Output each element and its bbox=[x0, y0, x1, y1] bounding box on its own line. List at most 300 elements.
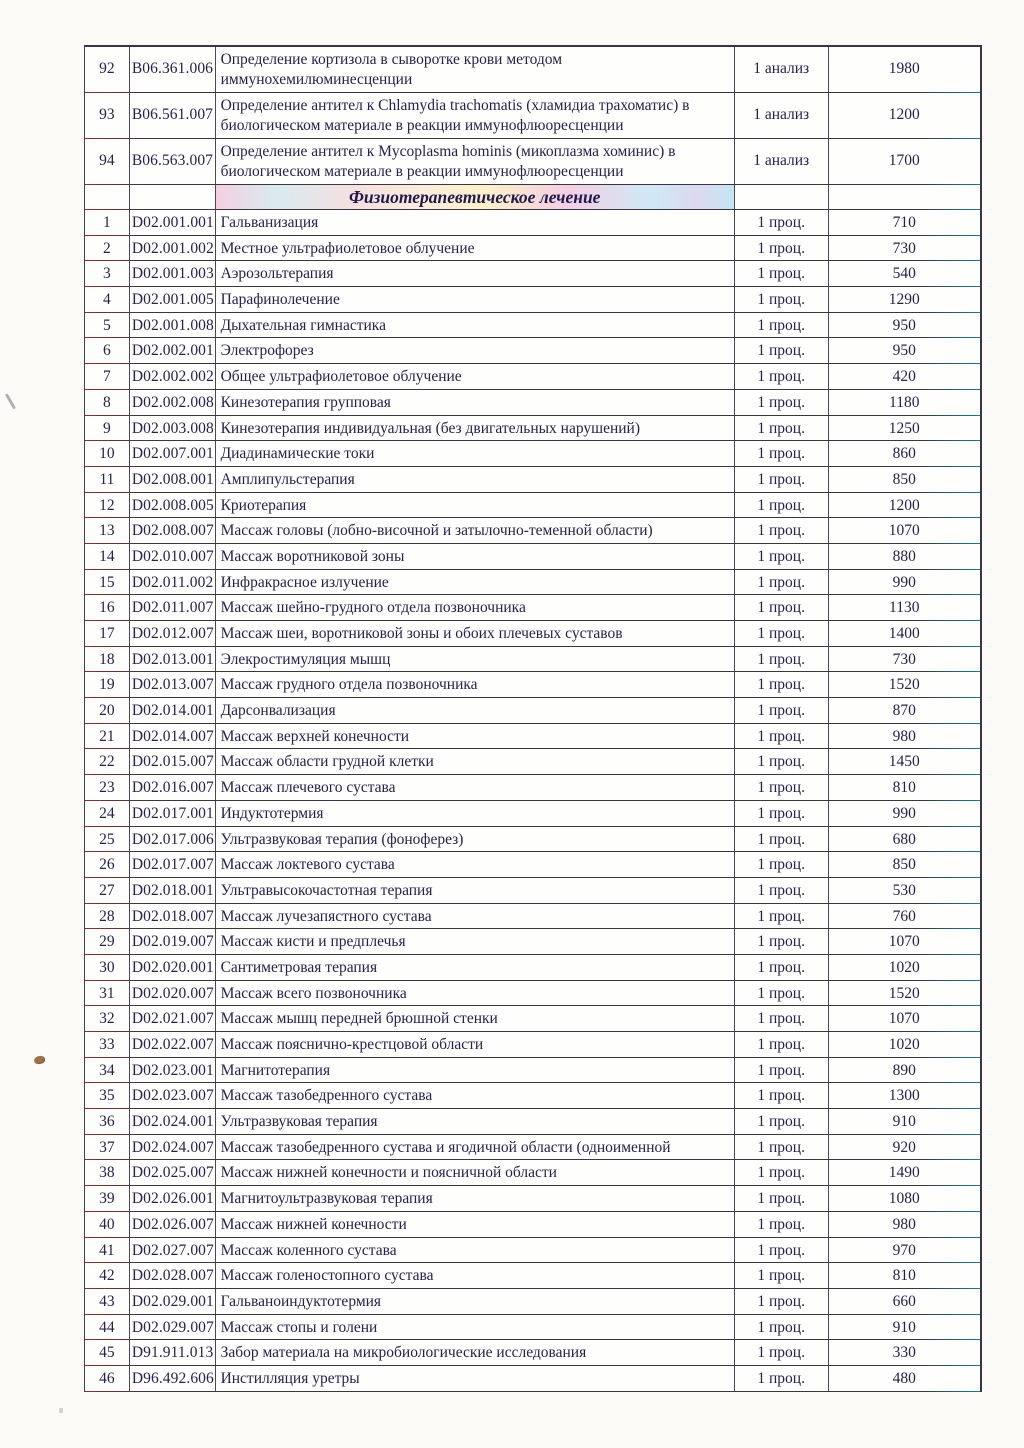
table-row bbox=[85, 1058, 980, 1084]
service-code-cell: D02.013.007 bbox=[129, 672, 215, 697]
unit-cell: 1 проц. bbox=[734, 493, 828, 518]
table-row bbox=[85, 1032, 980, 1058]
row-number-cell: 41 bbox=[99, 1241, 115, 1259]
service-code-cell: D02.001.005 bbox=[129, 287, 215, 312]
service-name-cell: Инстилляция уретры bbox=[215, 1366, 734, 1391]
price-cell: 730 bbox=[828, 236, 980, 261]
price-cell: 810 bbox=[828, 1263, 980, 1288]
unit-cell: 1 проц. bbox=[734, 313, 828, 338]
row-number-cell: 9 bbox=[103, 419, 111, 437]
row-number-cell: 22 bbox=[99, 753, 115, 771]
table-row bbox=[85, 595, 980, 621]
row-number-cell: 27 bbox=[99, 881, 115, 899]
row-number-cell: 40 bbox=[99, 1215, 115, 1233]
service-name-cell: Массаж лучезапястного сустава bbox=[215, 904, 734, 929]
service-code-cell: D02.026.001 bbox=[129, 1186, 215, 1211]
unit-cell: 1 проц. bbox=[734, 1032, 828, 1057]
service-name-cell: Массаж нижней конечности и поясничной области bbox=[215, 1160, 734, 1185]
service-name-cell: Массаж области грудной клетки bbox=[215, 749, 734, 774]
service-name-cell: Массаж стопы и голени bbox=[215, 1315, 734, 1340]
unit-cell: 1 проц. bbox=[734, 1058, 828, 1083]
table-row bbox=[85, 416, 980, 442]
service-code-cell: D02.008.007 bbox=[129, 518, 215, 543]
service-name-cell: Инфракрасное излучение bbox=[215, 570, 734, 595]
price-cell: 990 bbox=[828, 801, 980, 826]
unit-cell: 1 проц. bbox=[734, 852, 828, 877]
row-number-cell: 44 bbox=[99, 1318, 115, 1336]
row-number-cell: 5 bbox=[103, 316, 111, 334]
table-row bbox=[85, 801, 980, 827]
table-row bbox=[85, 672, 980, 698]
table-row bbox=[85, 93, 980, 139]
price-cell: 970 bbox=[828, 1238, 980, 1263]
service-code-cell: D02.022.007 bbox=[129, 1032, 215, 1057]
unit-cell: 1 проц. bbox=[734, 827, 828, 852]
service-name-cell: Забор материала на микробиологические исследования bbox=[215, 1340, 734, 1365]
service-code-cell: D02.025.007 bbox=[129, 1160, 215, 1185]
service-name-cell: Дыхательная гимнастика bbox=[215, 313, 734, 338]
service-code-cell: D02.028.007 bbox=[129, 1263, 215, 1288]
row-number-cell: 92 bbox=[99, 60, 115, 77]
service-name-cell: Кинезотерапия групповая bbox=[215, 390, 734, 415]
service-code-cell: D02.027.007 bbox=[129, 1238, 215, 1263]
row-number-cell: 46 bbox=[99, 1369, 115, 1387]
section-title-cell bbox=[215, 185, 734, 209]
price-cell: 1450 bbox=[828, 749, 980, 774]
unit-cell: 1 проц. bbox=[734, 1186, 828, 1211]
table-row bbox=[85, 1135, 980, 1161]
row-number-cell: 39 bbox=[99, 1190, 115, 1208]
table-row bbox=[85, 749, 980, 775]
service-code-cell: D02.024.007 bbox=[129, 1135, 215, 1160]
service-name-cell: Массаж тазобедренного сустава и ягодичной области (одноименной bbox=[215, 1135, 734, 1160]
unit-cell: 1 анализ bbox=[734, 93, 828, 138]
table-row bbox=[85, 313, 980, 339]
table-row bbox=[85, 775, 980, 801]
service-name-cell: Магнитоультразвуковая терапия bbox=[215, 1186, 734, 1211]
unit-cell: 1 проц. bbox=[734, 570, 828, 595]
row-number-cell: 25 bbox=[99, 830, 115, 848]
service-code-cell: D02.002.002 bbox=[129, 364, 215, 389]
unit-cell: 1 проц. bbox=[734, 1366, 828, 1391]
table-row bbox=[85, 955, 980, 981]
service-code-cell: D02.001.002 bbox=[129, 236, 215, 261]
table-row bbox=[85, 929, 980, 955]
table-row bbox=[85, 1160, 980, 1186]
service-name-cell: Кинезотерапия индивидуальная (без двигательных нарушений) bbox=[215, 416, 734, 441]
service-name-cell: Массаж верхней конечности bbox=[215, 724, 734, 749]
service-name-cell: Массаж голеностопного сустава bbox=[215, 1263, 734, 1288]
unit-cell: 1 анализ bbox=[734, 139, 828, 184]
service-name-cell: Массаж плечевого сустава bbox=[215, 775, 734, 800]
price-cell: 540 bbox=[828, 261, 980, 286]
row-number-cell: 33 bbox=[99, 1036, 115, 1053]
price-cell: 1250 bbox=[828, 416, 980, 441]
service-code-cell: B06.563.007 bbox=[129, 139, 215, 184]
price-cell: 480 bbox=[828, 1366, 980, 1391]
table-row bbox=[85, 47, 980, 93]
price-cell: 980 bbox=[828, 724, 980, 749]
table-row bbox=[85, 827, 980, 853]
table-row bbox=[85, 1315, 980, 1341]
service-name-cell: Массаж воротниковой зоны bbox=[215, 544, 734, 569]
row-number-cell: 31 bbox=[99, 984, 115, 1002]
table-row bbox=[85, 1366, 980, 1392]
service-code-cell: D02.017.007 bbox=[129, 852, 215, 877]
table-row bbox=[85, 852, 980, 878]
price-cell: 1520 bbox=[828, 672, 980, 697]
table-row bbox=[85, 236, 980, 262]
service-name-cell: Общее ультрафиолетовое облучение bbox=[215, 364, 734, 389]
unit-cell: 1 проц. bbox=[734, 416, 828, 441]
table-row bbox=[85, 390, 980, 416]
section-title: Физиотерапевтическое лечение bbox=[216, 185, 734, 209]
service-code-cell: D02.021.007 bbox=[129, 1006, 215, 1031]
row-number-cell: 21 bbox=[99, 727, 115, 745]
table-row bbox=[85, 1340, 980, 1366]
service-name-cell: Массаж локтевого сустава bbox=[215, 852, 734, 877]
service-name-cell: Определение антител к Mycoplasma hominis (микоплазма хоминис) в биологическом материале в реакции иммунофлюоресценции bbox=[215, 139, 734, 184]
service-code-cell: D02.016.007 bbox=[129, 775, 215, 800]
row-number-cell: 15 bbox=[99, 573, 115, 591]
service-code-cell: D02.010.007 bbox=[129, 544, 215, 569]
unit-cell: 1 проц. bbox=[734, 724, 828, 749]
unit-cell: 1 проц. bbox=[734, 1315, 828, 1340]
service-name-cell: Сантиметровая терапия bbox=[215, 955, 734, 980]
service-name-cell: Дарсонвализация bbox=[215, 698, 734, 723]
row-number-cell: 2 bbox=[103, 239, 111, 257]
table-row bbox=[85, 1186, 980, 1212]
price-cell: 1130 bbox=[828, 595, 980, 620]
table-row bbox=[85, 1238, 980, 1264]
price-cell: 1180 bbox=[828, 390, 980, 415]
unit-cell: 1 проц. bbox=[734, 698, 828, 723]
service-code-cell: D02.011.007 bbox=[129, 595, 215, 620]
unit-cell: 1 проц. bbox=[734, 287, 828, 312]
service-name-cell: Массаж грудного отдела позвоночника bbox=[215, 672, 734, 697]
row-number-cell: 6 bbox=[103, 342, 111, 360]
service-code-cell: D02.011.002 bbox=[129, 570, 215, 595]
row-number-cell: 3 bbox=[103, 265, 111, 283]
unit-cell: 1 проц. bbox=[734, 1289, 828, 1314]
unit-cell: 1 проц. bbox=[734, 338, 828, 363]
price-cell: 920 bbox=[828, 1135, 980, 1160]
service-code-cell: D02.023.001 bbox=[129, 1058, 215, 1083]
service-name-cell: Гальваноиндуктотермия bbox=[215, 1289, 734, 1314]
row-number-cell: 23 bbox=[99, 779, 115, 797]
unit-cell: 1 проц. bbox=[734, 955, 828, 980]
table-row bbox=[85, 441, 980, 467]
row-number-cell: 14 bbox=[99, 547, 115, 565]
price-cell: 660 bbox=[828, 1289, 980, 1314]
table-row bbox=[85, 1109, 980, 1135]
service-code-cell: D02.014.007 bbox=[129, 724, 215, 749]
price-cell: 1020 bbox=[828, 1032, 980, 1057]
table-row bbox=[85, 467, 980, 493]
price-cell: 850 bbox=[828, 467, 980, 492]
service-name-cell: Определение кортизола в сыворотке крови методом иммунохемилюминесценции bbox=[215, 47, 734, 92]
row-number-cell: 37 bbox=[99, 1138, 115, 1156]
price-cell: 710 bbox=[828, 210, 980, 235]
row-number-cell: 34 bbox=[99, 1061, 115, 1079]
table-row bbox=[85, 493, 980, 519]
service-code-cell: D02.015.007 bbox=[129, 749, 215, 774]
row-number-cell: 10 bbox=[99, 445, 115, 463]
price-cell: 760 bbox=[828, 904, 980, 929]
table-row bbox=[85, 621, 980, 647]
service-code-cell bbox=[129, 185, 215, 209]
service-code-cell: D02.002.008 bbox=[129, 390, 215, 415]
row-number-cell: 12 bbox=[99, 496, 115, 514]
unit-cell: 1 проц. bbox=[734, 1109, 828, 1134]
table-row bbox=[85, 1289, 980, 1315]
price-cell: 1980 bbox=[828, 47, 980, 92]
service-code-cell: D02.017.001 bbox=[129, 801, 215, 826]
service-code-cell: D02.023.007 bbox=[129, 1083, 215, 1108]
price-cell: 1520 bbox=[828, 981, 980, 1006]
price-cell: 890 bbox=[828, 1058, 980, 1083]
price-cell: 950 bbox=[828, 313, 980, 338]
unit-cell: 1 проц. bbox=[734, 621, 828, 646]
row-number-cell: 24 bbox=[99, 804, 115, 822]
row-number-cell: 36 bbox=[99, 1113, 115, 1131]
row-number-cell: 26 bbox=[99, 856, 115, 874]
table-row bbox=[85, 210, 980, 236]
service-code-cell: B06.561.007 bbox=[129, 93, 215, 138]
table-row bbox=[85, 139, 980, 185]
price-cell: 1070 bbox=[828, 518, 980, 543]
service-code-cell: D02.014.001 bbox=[129, 698, 215, 723]
unit-cell: 1 проц. bbox=[734, 441, 828, 466]
row-number-cell: 32 bbox=[99, 1010, 115, 1028]
row-number-cell bbox=[85, 185, 129, 209]
unit-cell: 1 проц. bbox=[734, 390, 828, 415]
service-code-cell: D02.001.003 bbox=[129, 261, 215, 286]
service-name-cell: Парафинолечение bbox=[215, 287, 734, 312]
price-cell: 980 bbox=[828, 1212, 980, 1237]
price-cell: 1290 bbox=[828, 287, 980, 312]
row-number-cell: 11 bbox=[99, 470, 115, 488]
service-name-cell: Определение антител к Chlamydia trachomatis (хламидиа трахоматис) в биологическом материале в реакции иммунофлюоресценции bbox=[215, 93, 734, 138]
table-row bbox=[85, 185, 980, 210]
service-name-cell: Массаж кисти и предплечья bbox=[215, 929, 734, 954]
service-code-cell: D02.003.008 bbox=[129, 416, 215, 441]
row-number-cell: 16 bbox=[99, 599, 115, 617]
unit-cell: 1 проц. bbox=[734, 261, 828, 286]
service-code-cell: D02.008.001 bbox=[129, 467, 215, 492]
price-cell: 330 bbox=[828, 1340, 980, 1365]
row-number-cell: 8 bbox=[103, 393, 111, 411]
unit-cell: 1 анализ bbox=[734, 47, 828, 92]
service-code-cell: D96.492.606 bbox=[129, 1366, 215, 1391]
unit-cell: 1 проц. bbox=[734, 904, 828, 929]
unit-cell: 1 проц. bbox=[734, 364, 828, 389]
service-name-cell: Индуктотермия bbox=[215, 801, 734, 826]
service-name-cell: Массаж пояснично-крестцовой области bbox=[215, 1032, 734, 1057]
service-name-cell: Ультразвуковая терапия (фоноферез) bbox=[215, 827, 734, 852]
unit-cell: 1 проц. bbox=[734, 749, 828, 774]
row-number-cell: 28 bbox=[99, 907, 115, 925]
service-name-cell: Массаж мышц передней брюшной стенки bbox=[215, 1006, 734, 1031]
table-row bbox=[85, 1212, 980, 1238]
price-cell: 810 bbox=[828, 775, 980, 800]
row-number-cell: 29 bbox=[99, 933, 115, 951]
table-row bbox=[85, 338, 980, 364]
table-row bbox=[85, 364, 980, 390]
row-number-cell: 20 bbox=[99, 702, 115, 720]
table-row bbox=[85, 1006, 980, 1032]
row-number-cell: 94 bbox=[99, 152, 115, 169]
table-row bbox=[85, 724, 980, 750]
row-number-cell: 7 bbox=[103, 368, 111, 386]
table-row bbox=[85, 261, 980, 287]
unit-cell: 1 проц. bbox=[734, 518, 828, 543]
service-name-cell: Массаж шейно-грудного отдела позвоночника bbox=[215, 595, 734, 620]
price-cell: 680 bbox=[828, 827, 980, 852]
unit-cell: 1 проц. bbox=[734, 210, 828, 235]
row-number-cell: 17 bbox=[99, 625, 115, 642]
price-cell: 1070 bbox=[828, 1006, 980, 1031]
price-cell: 1200 bbox=[828, 493, 980, 518]
service-code-cell: D02.002.001 bbox=[129, 338, 215, 363]
service-code-cell: D02.029.007 bbox=[129, 1315, 215, 1340]
price-cell: 870 bbox=[828, 698, 980, 723]
row-number-cell: 4 bbox=[103, 291, 111, 309]
price-cell: 860 bbox=[828, 441, 980, 466]
table-row bbox=[85, 287, 980, 313]
table-row bbox=[85, 544, 980, 570]
unit-cell: 1 проц. bbox=[734, 1340, 828, 1365]
unit-cell: 1 проц. bbox=[734, 1160, 828, 1185]
table-row bbox=[85, 647, 980, 673]
price-cell: 1700 bbox=[828, 139, 980, 184]
unit-cell: 1 проц. bbox=[734, 467, 828, 492]
service-name-cell: Массаж всего позвоночника bbox=[215, 981, 734, 1006]
unit-cell: 1 проц. bbox=[734, 1212, 828, 1237]
service-code-cell: D02.018.001 bbox=[129, 878, 215, 903]
row-number-cell: 13 bbox=[99, 522, 115, 540]
price-cell: 1490 bbox=[828, 1160, 980, 1185]
service-name-cell: Местное ультрафиолетовое облучение bbox=[215, 236, 734, 261]
service-name-cell: Диадинамические токи bbox=[215, 441, 734, 466]
table-row bbox=[85, 904, 980, 930]
service-code-cell: D02.001.008 bbox=[129, 313, 215, 338]
service-name-cell: Магнитотерапия bbox=[215, 1058, 734, 1083]
price-cell: 420 bbox=[828, 364, 980, 389]
price-cell: 1300 bbox=[828, 1083, 980, 1108]
service-name-cell: Ультравысокочастотная терапия bbox=[215, 878, 734, 903]
unit-cell: 1 проц. bbox=[734, 929, 828, 954]
unit-cell: 1 проц. bbox=[734, 981, 828, 1006]
table-row bbox=[85, 1263, 980, 1289]
price-cell: 1020 bbox=[828, 955, 980, 980]
service-code-cell: D02.018.007 bbox=[129, 904, 215, 929]
unit-cell: 1 проц. bbox=[734, 1238, 828, 1263]
service-name-cell: Криотерапия bbox=[215, 493, 734, 518]
row-number-cell: 35 bbox=[99, 1087, 115, 1105]
unit-cell: 1 проц. bbox=[734, 236, 828, 261]
unit-cell: 1 проц. bbox=[734, 1083, 828, 1108]
table-row bbox=[85, 878, 980, 904]
unit-cell: 1 проц. bbox=[734, 672, 828, 697]
row-number-cell: 42 bbox=[99, 1267, 115, 1285]
service-code-cell: D02.019.007 bbox=[129, 929, 215, 954]
unit-cell: 1 проц. bbox=[734, 1006, 828, 1031]
unit-cell: 1 проц. bbox=[734, 544, 828, 569]
service-code-cell: D02.020.001 bbox=[129, 955, 215, 980]
price-cell: 880 bbox=[828, 544, 980, 569]
unit-cell: 1 проц. bbox=[734, 878, 828, 903]
row-number-cell: 93 bbox=[99, 106, 115, 123]
row-number-cell: 18 bbox=[99, 650, 115, 668]
price-cell bbox=[828, 185, 980, 209]
service-name-cell: Массаж головы (лобно-височной и затылочно-теменной области) bbox=[215, 518, 734, 543]
unit-cell: 1 проц. bbox=[734, 595, 828, 620]
service-code-cell: D02.012.007 bbox=[129, 621, 215, 646]
service-code-cell: D91.911.013 bbox=[129, 1340, 215, 1365]
service-code-cell: D02.007.001 bbox=[129, 441, 215, 466]
unit-cell: 1 проц. bbox=[734, 801, 828, 826]
service-code-cell: D02.008.005 bbox=[129, 493, 215, 518]
price-cell: 990 bbox=[828, 570, 980, 595]
table-row bbox=[85, 570, 980, 596]
unit-cell: 1 проц. bbox=[734, 1135, 828, 1160]
unit-cell: 1 проц. bbox=[734, 775, 828, 800]
price-cell: 910 bbox=[828, 1109, 980, 1134]
row-number-cell: 45 bbox=[99, 1344, 115, 1362]
table-row bbox=[85, 981, 980, 1007]
service-name-cell: Элекростимуляция мышц bbox=[215, 647, 734, 672]
service-code-cell: D02.020.007 bbox=[129, 981, 215, 1006]
price-cell: 530 bbox=[828, 878, 980, 903]
service-code-cell: D02.001.001 bbox=[129, 210, 215, 235]
price-cell: 910 bbox=[828, 1315, 980, 1340]
service-code-cell: B06.361.006 bbox=[129, 47, 215, 92]
service-name-cell: Массаж тазобедренного сустава bbox=[215, 1083, 734, 1108]
row-number-cell: 38 bbox=[99, 1164, 115, 1182]
scan-speck bbox=[59, 1408, 63, 1413]
service-code-cell: D02.013.001 bbox=[129, 647, 215, 672]
service-code-cell: D02.026.007 bbox=[129, 1212, 215, 1237]
service-name-cell: Аэрозольтерапия bbox=[215, 261, 734, 286]
price-cell: 1080 bbox=[828, 1186, 980, 1211]
pen-slash-mark bbox=[5, 394, 16, 410]
price-cell: 1400 bbox=[828, 621, 980, 646]
service-code-cell: D02.024.001 bbox=[129, 1109, 215, 1134]
service-name-cell: Гальванизация bbox=[215, 210, 734, 235]
service-name-cell: Массаж коленного сустава bbox=[215, 1238, 734, 1263]
service-code-cell: D02.029.001 bbox=[129, 1289, 215, 1314]
price-cell: 950 bbox=[828, 338, 980, 363]
price-cell: 1200 bbox=[828, 93, 980, 138]
table-row bbox=[85, 518, 980, 544]
table-row bbox=[85, 698, 980, 724]
service-name-cell: Электрофорез bbox=[215, 338, 734, 363]
unit-cell bbox=[734, 185, 828, 209]
price-cell: 730 bbox=[828, 647, 980, 672]
price-table bbox=[84, 45, 982, 1392]
service-code-cell: D02.017.006 bbox=[129, 827, 215, 852]
row-number-cell: 19 bbox=[99, 676, 115, 694]
row-number-cell: 1 bbox=[103, 214, 111, 231]
unit-cell: 1 проц. bbox=[734, 647, 828, 672]
price-cell: 1070 bbox=[828, 929, 980, 954]
service-name-cell: Амплипульстерапия bbox=[215, 467, 734, 492]
service-name-cell: Массаж нижней конечности bbox=[215, 1212, 734, 1237]
row-number-cell: 43 bbox=[99, 1292, 115, 1310]
unit-cell: 1 проц. bbox=[734, 1263, 828, 1288]
price-cell: 850 bbox=[828, 852, 980, 877]
